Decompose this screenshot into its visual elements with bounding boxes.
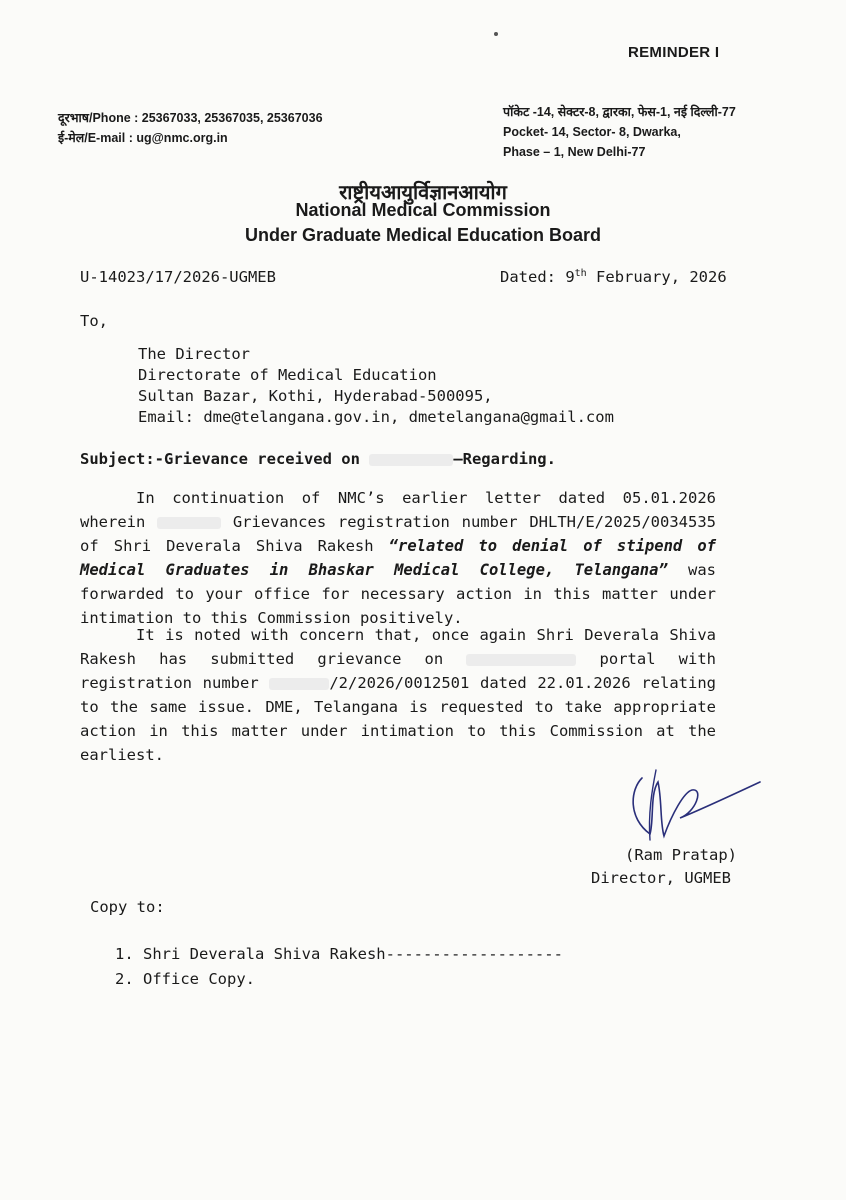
letter-date: Dated: 9th February, 2026	[500, 268, 727, 287]
addressee-block	[138, 344, 614, 428]
reference-number: U-14023/17/2026-UGMEB	[80, 268, 276, 286]
contact-block	[58, 108, 323, 148]
signatory-name: (Ram Pratap)	[625, 846, 737, 864]
copy-list	[115, 942, 563, 992]
redacted-text	[157, 517, 221, 529]
org-name-hindi: राष्ट्रीयआयुर्विज्ञानआयोग	[339, 182, 507, 204]
redacted-text	[269, 678, 329, 690]
copy-to-heading: Copy to:	[90, 898, 165, 916]
org-name: National Medical Commission	[295, 200, 551, 220]
address-line-2: Phase – 1, New Delhi-77	[503, 145, 646, 159]
list-item: 1. Shri Deverala Shiva Rakesh-------------------	[115, 945, 563, 963]
subject-line: Subject:-Grievance received on –Regarding.	[80, 450, 556, 468]
address-hindi: पॉकेट -14, सेक्टर-8, द्वारका, फेस-1, नई दिल्ली-77	[503, 105, 736, 119]
address-line-1: Pocket- 14, Sector- 8, Dwarka,	[503, 125, 681, 139]
addressee-line: Sultan Bazar, Kothi, Hyderabad-500095,	[138, 387, 493, 405]
redacted-text	[369, 454, 453, 466]
list-item: 2. Office Copy.	[115, 970, 255, 988]
signatory-title: Director, UGMEB	[591, 869, 731, 887]
board-name: Under Graduate Medical Education Board	[244, 225, 602, 245]
redacted-text	[466, 654, 576, 666]
addressee-line: Directorate of Medical Education	[138, 366, 437, 384]
scan-speck	[494, 32, 498, 36]
phone-line: दूरभाष/Phone : 25367033, 25367035, 25367036	[58, 111, 323, 125]
reminder-label: REMINDER I	[628, 44, 720, 61]
addressee-line: The Director	[138, 345, 250, 363]
signature-icon	[600, 760, 770, 850]
office-address	[503, 102, 736, 162]
paragraph-2: It is noted with concern that, once again Shri Deverala Shiva Rakesh has submitted grievance on portal with registration number /2/2026/0012501 dated 22.01.2026 relating to the same issue. DME, Telangana is requested to take appropriate action in this matter under intimation to this Commission at the earliest.	[80, 626, 716, 764]
addressee-line: Email: dme@telangana.gov.in, dmetelangana@gmail.com	[138, 408, 614, 426]
email-line: ई-मेल/E-mail : ug@nmc.org.in	[58, 131, 228, 145]
paragraph-1: In continuation of NMC’s earlier letter dated 05.01.2026 wherein Grievances registration number DHLTH/E/2025/0034535 of Shri Deverala Shiva Rakesh “related to denial of stipend of Medical Graduates in Bhaskar Medical College, Telangana” was forwarded to your office for necessary action in this matter under intimation to this Commission positively.	[80, 489, 716, 627]
salutation-to: To,	[80, 312, 108, 330]
